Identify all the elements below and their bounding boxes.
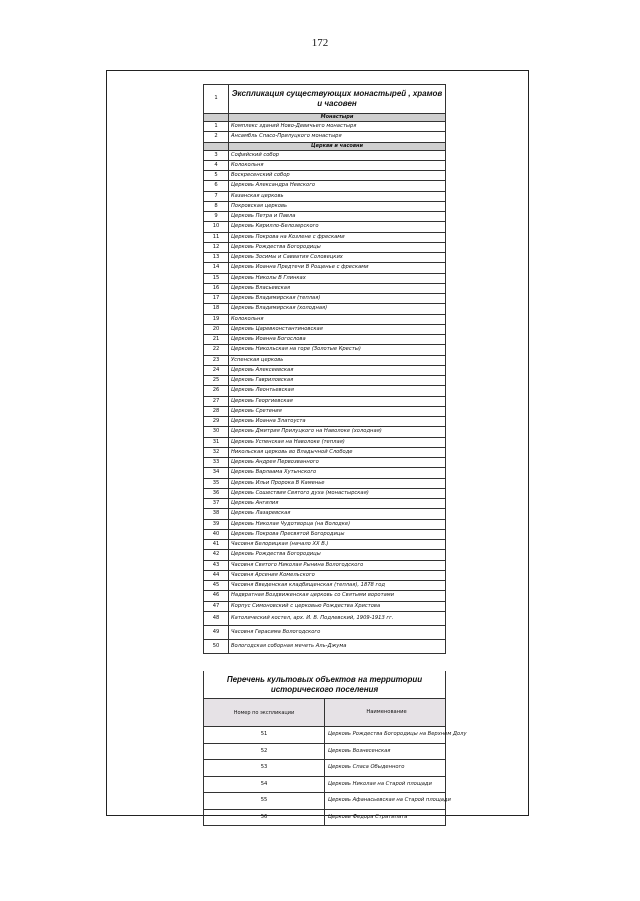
table-row — [204, 304, 446, 314]
table-row — [204, 611, 446, 625]
table-row — [204, 335, 446, 345]
row-name: Никольская церковь во Владычной Слободе — [229, 447, 446, 457]
row-number: 26 — [204, 386, 229, 396]
table-row — [204, 458, 446, 468]
row-number: 33 — [204, 458, 229, 468]
table-row — [204, 509, 446, 519]
table-row — [204, 222, 446, 232]
row-name: Часовня Арсения Комельского — [229, 570, 446, 580]
row-number: 13 — [204, 253, 229, 263]
heritage-table — [203, 671, 467, 826]
row-name: Церковь Георгиевская — [229, 396, 446, 406]
row-name: Софийский собор — [229, 150, 446, 160]
row-number: 18 — [204, 304, 229, 314]
table-row — [204, 793, 446, 810]
row-number: 35 — [204, 478, 229, 488]
row-number: 44 — [204, 570, 229, 580]
row-name: Церковь Рождества Богородицы — [229, 242, 446, 252]
table-row — [204, 232, 446, 242]
row-number: 32 — [204, 447, 229, 457]
table-row — [204, 150, 446, 160]
row-number: 29 — [204, 417, 229, 427]
row-name: Казанская церковь — [229, 191, 446, 201]
row-name: Церковь Николая Чудотворца (на Володке) — [229, 519, 446, 529]
row-number: 8 — [204, 201, 229, 211]
section-label: Церкви и часовни — [229, 142, 446, 150]
table-row — [204, 201, 446, 211]
header-number: 1 — [204, 85, 229, 114]
row-number: 5 — [204, 171, 229, 181]
table-row — [204, 560, 446, 570]
row-name: Церковь Вознесенская — [325, 743, 446, 760]
row-number: 19 — [204, 314, 229, 324]
table-row — [204, 273, 446, 283]
row-number: 28 — [204, 406, 229, 416]
row-name: Колокольня — [229, 314, 446, 324]
row-name: Церковь Рождества Богородицы на Верхнем Долу — [325, 727, 446, 744]
column-header-number: Номер по экспликации — [204, 699, 325, 727]
row-name: Церковь Иоанна Златоуста — [229, 417, 446, 427]
row-number: 2 — [204, 132, 229, 142]
row-number: 48 — [204, 611, 229, 625]
table-row — [204, 581, 446, 591]
row-name: Церковь Власьевская — [229, 283, 446, 293]
row-name: Церковь Леонтьевская — [229, 386, 446, 396]
row-name: Ансамбль Спасо-Прилуцкого монастыря — [229, 132, 446, 142]
row-name: Церковь Афанасьевская на Старой площади — [325, 793, 446, 810]
table-row — [204, 242, 446, 252]
table-row — [204, 776, 446, 793]
row-name: Церковь Дмитрия Прилуцкого на Наволоке (холодная) — [229, 427, 446, 437]
row-number: 39 — [204, 519, 229, 529]
table-row — [204, 468, 446, 478]
row-number: 11 — [204, 232, 229, 242]
row-name: Церковь Царевконстантиновская — [229, 324, 446, 334]
row-name: Вологодская соборная мечеть Аль-Джума — [229, 639, 446, 653]
row-name: Церковь Александра Невского — [229, 181, 446, 191]
row-name: Надвратная Воздвиженская церковь со Святыми воротами — [229, 591, 446, 601]
heritage-column-header — [204, 699, 446, 727]
table-row — [204, 625, 446, 639]
section-number-cell — [204, 142, 229, 150]
table-row — [204, 122, 446, 132]
row-name: Церковь Иоанна Предтечи В Рощенье с фресками — [229, 263, 446, 273]
row-number: 42 — [204, 550, 229, 560]
row-number: 1 — [204, 122, 229, 132]
table-row — [204, 478, 446, 488]
row-name: Церковь Покрова на Козлене с фресками — [229, 232, 446, 242]
table-row — [204, 437, 446, 447]
row-number: 17 — [204, 294, 229, 304]
table-row — [204, 519, 446, 529]
row-number: 7 — [204, 191, 229, 201]
row-name: Колокольня — [229, 160, 446, 170]
table-row — [204, 181, 446, 191]
table-row — [204, 263, 446, 273]
row-name: Церковь Алексеевская — [229, 365, 446, 375]
row-name: Церковь Николы В Глинках — [229, 273, 446, 283]
row-number: 47 — [204, 601, 229, 611]
table-row — [204, 191, 446, 201]
row-number: 27 — [204, 396, 229, 406]
row-number: 54 — [204, 776, 325, 793]
row-number: 49 — [204, 625, 229, 639]
row-name: Церковь Ильи Пророка В Каменье — [229, 478, 446, 488]
row-name: Церковь Покрова Пресвятой Богородицы — [229, 529, 446, 539]
explication-title: Экспликация существующих монастырей , храмов и часовен — [229, 85, 446, 114]
table-row — [204, 212, 446, 222]
table-row — [204, 324, 446, 334]
table-row — [204, 132, 446, 142]
table-row — [204, 809, 446, 826]
table-row — [204, 499, 446, 509]
table-row — [204, 743, 446, 760]
row-number: 38 — [204, 509, 229, 519]
row-number: 23 — [204, 355, 229, 365]
row-number: 31 — [204, 437, 229, 447]
row-name: Церковь Владимирская (холодная) — [229, 304, 446, 314]
column-header-name: Наименование — [325, 699, 446, 727]
row-number: 21 — [204, 335, 229, 345]
row-number: 24 — [204, 365, 229, 375]
row-number: 15 — [204, 273, 229, 283]
row-number: 14 — [204, 263, 229, 273]
row-number: 12 — [204, 242, 229, 252]
row-number: 43 — [204, 560, 229, 570]
table-row — [204, 760, 446, 777]
row-name: Церковь Гавриловская — [229, 376, 446, 386]
row-number: 53 — [204, 760, 325, 777]
table-row — [204, 406, 446, 416]
section-header — [204, 114, 446, 122]
table-row — [204, 591, 446, 601]
row-number: 30 — [204, 427, 229, 437]
row-number: 52 — [204, 743, 325, 760]
row-name: Церковь Андрея Первозванного — [229, 458, 446, 468]
row-name: Успенская церковь — [229, 355, 446, 365]
row-number: 51 — [204, 727, 325, 744]
table-row — [204, 253, 446, 263]
row-number: 45 — [204, 581, 229, 591]
row-name: Церковь Никольская на горе (Золотые Кресты) — [229, 345, 446, 355]
heritage-title-row — [204, 671, 446, 699]
table-row — [204, 570, 446, 580]
row-name: Церковь Успенская на Наволоке (теплая) — [229, 437, 446, 447]
row-number: 25 — [204, 376, 229, 386]
row-name: Церковь Петра и Павла — [229, 212, 446, 222]
table-row — [204, 355, 446, 365]
row-name: Церковь Сошествия Святого духа (монастырская) — [229, 488, 446, 498]
heritage-title: Перечень культовых объектов на территории исторического поселения — [204, 671, 446, 699]
row-name: Церковь Рождества Богородицы — [229, 550, 446, 560]
table-row — [204, 727, 446, 744]
row-number: 16 — [204, 283, 229, 293]
table-row — [204, 601, 446, 611]
row-number: 4 — [204, 160, 229, 170]
row-number: 10 — [204, 222, 229, 232]
explication-header-row — [204, 85, 446, 114]
row-name: Часовня Герасима Вологодского — [229, 625, 446, 639]
table-row — [204, 417, 446, 427]
section-label: Монастыри — [229, 114, 446, 122]
section-header — [204, 142, 446, 150]
table-row — [204, 365, 446, 375]
row-number: 6 — [204, 181, 229, 191]
row-name: Воскресенский собор — [229, 171, 446, 181]
row-name: Церковь Зосимы и Савватия Соловецких — [229, 253, 446, 263]
row-name: Церковь Иоанна Богослова — [229, 335, 446, 345]
row-name: Часовня Белорицкая (начало XX В.) — [229, 540, 446, 550]
table-row — [204, 171, 446, 181]
row-number: 46 — [204, 591, 229, 601]
table-row — [204, 529, 446, 539]
explication-table — [203, 84, 446, 654]
row-number: 22 — [204, 345, 229, 355]
table-row — [204, 540, 446, 550]
row-name: Церковь Федора Стратилата — [325, 809, 446, 826]
row-name: Церковь Кирилло-Белозерского — [229, 222, 446, 232]
table-row — [204, 376, 446, 386]
page-number: 172 — [311, 37, 329, 49]
section-number-cell — [204, 114, 229, 122]
row-name: Комплекс зданий Ново-Девичьего монастыря — [229, 122, 446, 132]
table-row — [204, 447, 446, 457]
table-row — [204, 396, 446, 406]
row-number: 36 — [204, 488, 229, 498]
row-name: Церковь Варлаама Хутынского — [229, 468, 446, 478]
row-number: 37 — [204, 499, 229, 509]
row-name: Корпус Симоновский с церковью Рождества Христова — [229, 601, 446, 611]
row-name: Церковь Ангилия — [229, 499, 446, 509]
row-number: 40 — [204, 529, 229, 539]
table-row — [204, 314, 446, 324]
row-number: 9 — [204, 212, 229, 222]
row-name: Покровская церковь — [229, 201, 446, 211]
table-row — [204, 386, 446, 396]
row-number: 41 — [204, 540, 229, 550]
row-name: Церковь Лазаревская — [229, 509, 446, 519]
row-name: Часовня Святого Николая Рынина Вологодского — [229, 560, 446, 570]
table-row — [204, 345, 446, 355]
table-row — [204, 427, 446, 437]
table-row — [204, 294, 446, 304]
table-row — [204, 639, 446, 653]
table-row — [204, 550, 446, 560]
row-number: 34 — [204, 468, 229, 478]
row-name: Католический костел, арх. И. В. Подлевский, 1909-1913 гг. — [229, 611, 446, 625]
row-name: Церковь Спаса Обыденного — [325, 760, 446, 777]
row-number: 55 — [204, 793, 325, 810]
row-number: 56 — [204, 809, 325, 826]
row-name: Церковь Сретения — [229, 406, 446, 416]
row-name: Церковь Владимирская (теплая) — [229, 294, 446, 304]
row-number: 3 — [204, 150, 229, 160]
row-name: Часовня Введенская кладбищенская (теплая), 1878 год — [229, 581, 446, 591]
table-row — [204, 283, 446, 293]
table-row — [204, 488, 446, 498]
row-name: Церковь Николая на Старой площади — [325, 776, 446, 793]
row-number: 20 — [204, 324, 229, 334]
table-row — [204, 160, 446, 170]
row-number: 50 — [204, 639, 229, 653]
